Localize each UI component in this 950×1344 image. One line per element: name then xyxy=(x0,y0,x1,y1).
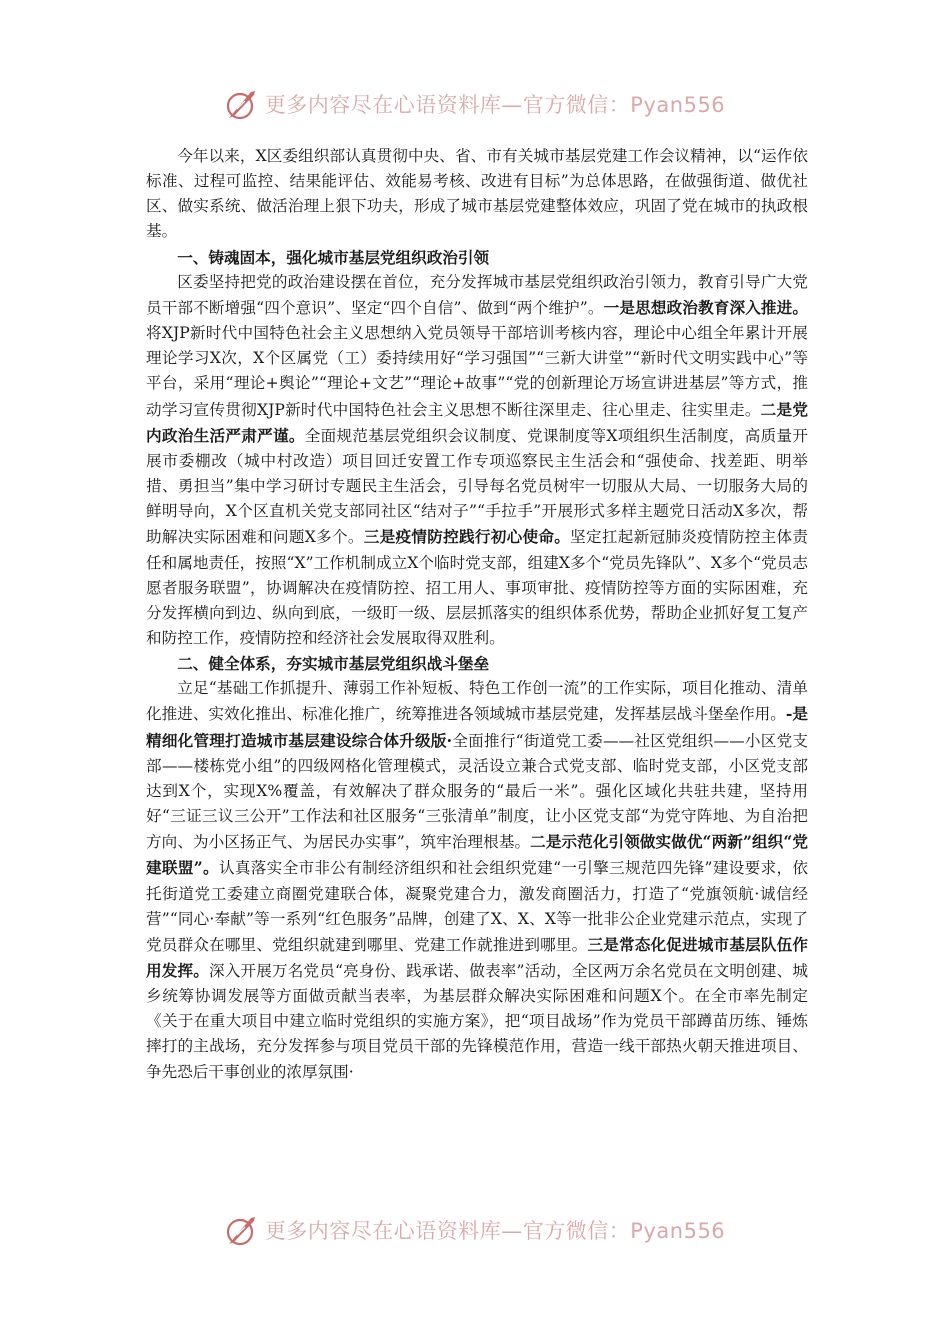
text-run: 全面规范基层党组织会议制度、党课制度等X项组织生活制度，高质量开展市委棚改（城中村改造）项目回迁安置工作专项巡察民主生活会和“强使命、找差距、明举措、勇担当”集中学习研讨专题民主生活会，引导每名党员树牢一切服从大局、一切服务大局的鲜明导向，X个区直机关党支部同社区“结对子”“手拉手”开展形式多样主题党日活动X多次，帮助解决实际困难和问题X多个。 xyxy=(146,426,808,547)
subheading-run: 三是疫情防控践行初心使命。 xyxy=(363,527,571,547)
quill-logo-icon xyxy=(225,1213,259,1247)
subheading-run: 三是常态化促进城市基层队伍作用发挥。 xyxy=(146,934,808,980)
text-run: 全面推行“街道党工委——社区党组织——小区党支部——楼栋党小组”的四级网格化管理模式，灵活设立兼合式党支部、临时党支部，小区党支部达到X个，实现X%覆盖，有效解决了群众服务的“最后一米”。强化区域化共驻共建，坚持用好“三证三议三公开”工作法和社区服务“三张清单”制度，让小区党支部“为党守阵地、为自治把方向、为小区扬正气、为居民办实事”，筑牢治理根基。 xyxy=(146,731,808,852)
text-run: 立足“基础工作抓提升、薄弱工作补短板、特色工作创一流”的工作实际，项目化推动、清单化推进、实效化推出、标准化推广，统筹推进各领域城市基层党建，发挥基层战斗堡垒作用。 xyxy=(146,679,808,724)
text-run: 认真落实全市非公有制经济组织和社会组织党建“一引擎三规范四先锋”建设要求，依托街道党工委建立商圈党建联合体，凝聚党建合力，激发商圈活力，打造了“党旗领航·诚信经营”“同心·奉献”等一系列“红色服务”品牌，创建了X、X、X等一批非公企业党建示范点，实现了党员群众在哪里、党组织就建到哪里、党建工作就推进到哪里。 xyxy=(146,859,808,954)
document-body xyxy=(146,144,808,1085)
watermark-text: 更多内容尽在心语资料库—官方微信：Pyan556 xyxy=(264,93,726,117)
text-run: 将XJP新时代中国特色社会主义思想纳入党员领导干部培训考核内容，理论中心组全年累计开展理论学习X次，X个区属党（工）委持续用好“学习强国”“三新大讲堂”“新时代文明实践中心”等平台，采用“理论+舆论”“理论+文艺”“理论+故事”“党的创新理论万场宣讲进基层”等方式，推动学习宣传贯彻XJP新时代中国特色社会主义思想不断往深里走、往心里走、往实里走。 xyxy=(146,324,808,419)
section-2-paragraph xyxy=(146,676,808,1085)
footer-watermark xyxy=(0,1210,950,1250)
watermark-text: 更多内容尽在心语资料库—官方微信：Pyan556 xyxy=(264,1219,726,1243)
section-heading-1: 一、铸魂固本，强化城市基层党组织政治引领 xyxy=(177,247,490,267)
intro-paragraph: 今年以来，X区委组织部认真贯彻中央、省、市有关城市基层党建工作会议精神，以“运作依标准、过程可监控、结果能评估、效能易考核、改进有目标”为总体思路，在做强街道、做优社区、做实系统、做活治理上狠下功夫，形成了城市基层党建整体效应，巩固了党在城市的执政根基。 xyxy=(146,147,808,241)
text-run: 深入开展万名党员“亮身份、践承诺、做表率”活动，全区两万余名党员在文明创建、城乡统筹协调发展等方面做贡献当表率，为基层群众解决实际困难和问题X个。在全市率先制定《关于在重大项目中建立临时党组织的实施方案》，把“项目战场”作为党员干部蹲苗历练、锤炼摔打的主战场，充分发挥参与项目党员干部的先锋模范作用，营造一线干部热火朝天推进项目、争先恐后干事创业的浓厚氛围· xyxy=(146,962,808,1081)
subheading-run: 二是示范化引领做实做优“两新”组织“党建联盟”。 xyxy=(146,832,808,878)
header-watermark xyxy=(0,84,950,124)
subheading-run: 二是党内政治生活严肃严谨。 xyxy=(146,399,808,445)
subheading-run: -是精细化管理打造城市基层建设综合体升级版· xyxy=(146,704,808,750)
section-1-paragraph xyxy=(146,270,808,651)
section-heading-2: 二、健全体系，夯实城市基层党组织战斗堡垒 xyxy=(177,654,490,674)
subheading-run: 一是思想政治教育深入推进。 xyxy=(603,297,808,317)
text-run: 区委坚持把党的政治建设摆在首位，充分发挥城市基层党组织政治引领力，教育引导广大党员干部不断增强“四个意识”、坚定“四个自信”、做到“两个维护”。 xyxy=(146,272,808,317)
quill-logo-icon xyxy=(225,87,259,121)
text-run: 坚定扛起新冠肺炎疫情防控主体责任和属地责任，按照“X”工作机制成立X个临时党支部，组建X多个“党员先锋队”、X多个“党员志愿者服务联盟”，协调解决在疫情防控、招工用人、事项审批、疫情防控等方面的实际困难，充分发挥横向到边、纵向到底，一级盯一级、层层抓落实的组织体系优势，帮助企业抓好复工复产和防控工作，疫情防控和经济社会发展取得双胜利。 xyxy=(146,528,808,647)
